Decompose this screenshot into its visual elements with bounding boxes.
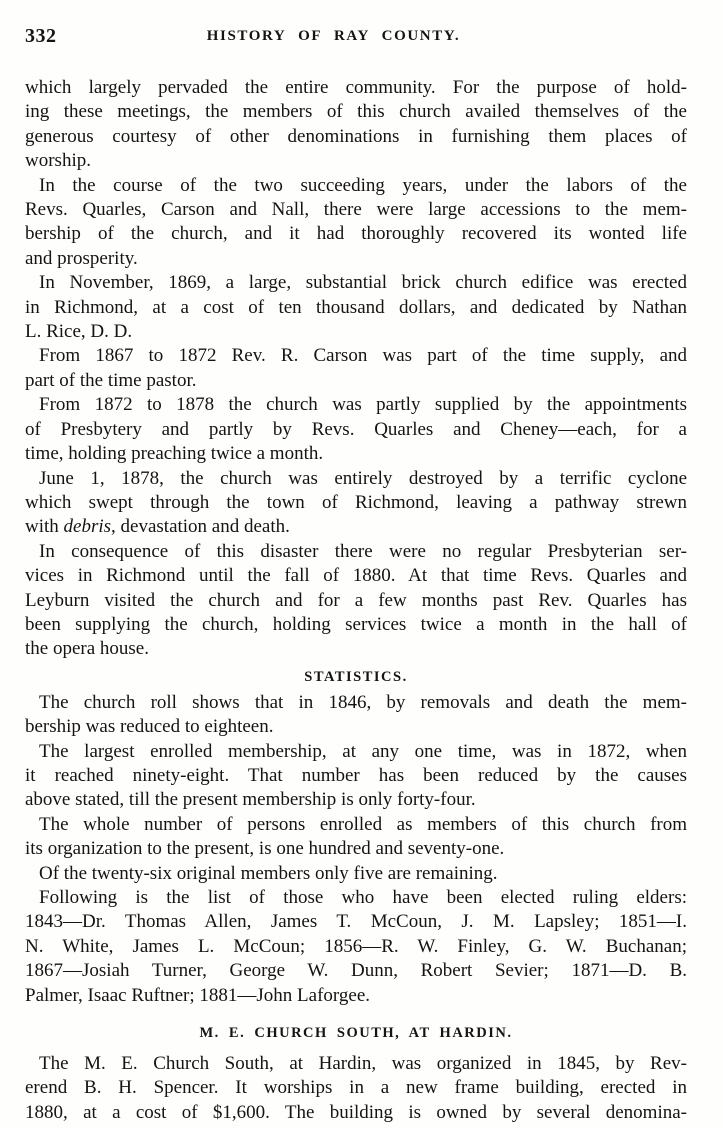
paragraph: [25, 540, 687, 662]
paragraph: [25, 740, 687, 813]
paragraph: [25, 1052, 687, 1125]
text-line: 1843—Dr. Thomas Allen, James T. McCoun, J. M. Lapsley; 1851—I.: [25, 911, 687, 933]
paragraph: [25, 393, 687, 466]
page-header: [0, 0, 723, 76]
text-line: the opera house.: [25, 638, 149, 660]
text-line: Leyburn visited the church and for a few months past Rev. Quarles has: [25, 589, 687, 611]
text-line: From 1867 to 1872 Rev. R. Carson was part of the time supply, and: [39, 345, 687, 367]
paragraph: [25, 76, 687, 174]
page-number: 332: [25, 25, 57, 47]
text-line: The M. E. Church South, at Hardin, was organized in 1845, by Rev-: [39, 1053, 687, 1075]
text-line: In consequence of this disaster there were no regular Presbyterian ser-: [39, 540, 687, 562]
text-line: The whole number of persons enrolled as members of this church from: [39, 813, 687, 835]
paragraph: [25, 813, 687, 862]
paragraph: [25, 886, 687, 1008]
text-line: 1880, at a cost of $1,600. The building is owned by several denomina-: [25, 1101, 687, 1123]
text-line: June 1, 1878, the church was entirely destroyed by a terrific cyclone: [39, 467, 687, 489]
paragraph: [25, 691, 687, 740]
paragraph: [25, 862, 687, 886]
text-line: above stated, till the present membership is only forty-four.: [25, 789, 476, 811]
text-line: bership of the church, and it had thoroughly recovered its wonted life: [25, 223, 687, 245]
text-line: been supplying the church, holding services twice a month in the hall of: [25, 613, 687, 635]
text-line: 1867—Josiah Turner, George W. Dunn, Robert Sevier; 1871—D. B.: [25, 960, 687, 982]
paragraph: [25, 271, 687, 344]
text-line: erend B. H. Spencer. It worships in a new frame building, erected in: [25, 1077, 687, 1099]
section-heading: STATISTICS.: [304, 668, 408, 685]
text-line: with debris, devastation and death.: [25, 516, 290, 538]
text-line: vices in Richmond until the fall of 1880. At that time Revs. Quarles and: [25, 565, 687, 587]
italic-text: debris: [63, 516, 112, 538]
section-heading: M. E. CHURCH SOUTH, AT HARDIN.: [199, 1025, 513, 1042]
text-line: time, holding preaching twice a month.: [25, 443, 324, 465]
text-line: which largely pervaded the entire community. For the purpose of hold-: [25, 77, 687, 98]
text-line: of Presbytery and partly by Revs. Quarles and Cheney—each, for a: [25, 418, 687, 440]
paragraph: [25, 174, 687, 272]
paragraph: [25, 467, 687, 540]
text-line: ing these meetings, the members of this church availed themselves of the: [25, 101, 687, 123]
text-line: worship.: [25, 150, 91, 172]
text-line: it reached ninety-eight. That number has been reduced by the causes: [25, 764, 687, 786]
page-body: [25, 76, 687, 1125]
text-line: and prosperity.: [25, 247, 138, 269]
text-line: its organization to the present, is one hundred and seventy-one.: [25, 838, 505, 860]
text-line: Following is the list of those who have been elected ruling elders:: [39, 887, 687, 908]
text-line: The church roll shows that in 1846, by removals and death the mem-: [39, 691, 687, 713]
text-line: L. Rice, D. D.: [25, 321, 133, 343]
paragraph: [25, 344, 687, 393]
text-line: which swept through the town of Richmond, leaving a pathway strewn: [25, 491, 687, 513]
running-head: HISTORY OF RAY COUNTY.: [206, 28, 461, 44]
text-line: Of the twenty-six original members only five are remaining.: [39, 862, 498, 884]
text-line: From 1872 to 1878 the church was partly supplied by the appointments: [39, 394, 687, 416]
text-line: Palmer, Isaac Ruftner; 1881—John Laforgee.: [25, 984, 371, 1006]
text-line: In the course of the two succeeding years, under the labors of the: [39, 174, 687, 196]
text-line: generous courtesy of other denominations in furnishing them places of: [25, 125, 687, 147]
text-line: The largest enrolled membership, at any one time, was in 1872, when: [39, 740, 687, 762]
text-line: N. White, James L. McCoun; 1856—R. W. Finley, G. W. Buchanan;: [25, 935, 687, 957]
text-line: In November, 1869, a large, substantial brick church edifice was erected: [39, 272, 687, 294]
text-line: in Richmond, at a cost of ten thousand dollars, and dedicated by Nathan: [25, 296, 687, 318]
text-line: bership was reduced to eighteen.: [25, 716, 274, 738]
text-line: part of the time pastor.: [25, 369, 197, 391]
text-line: Revs. Quarles, Carson and Nall, there were large accessions to the mem-: [25, 199, 687, 221]
